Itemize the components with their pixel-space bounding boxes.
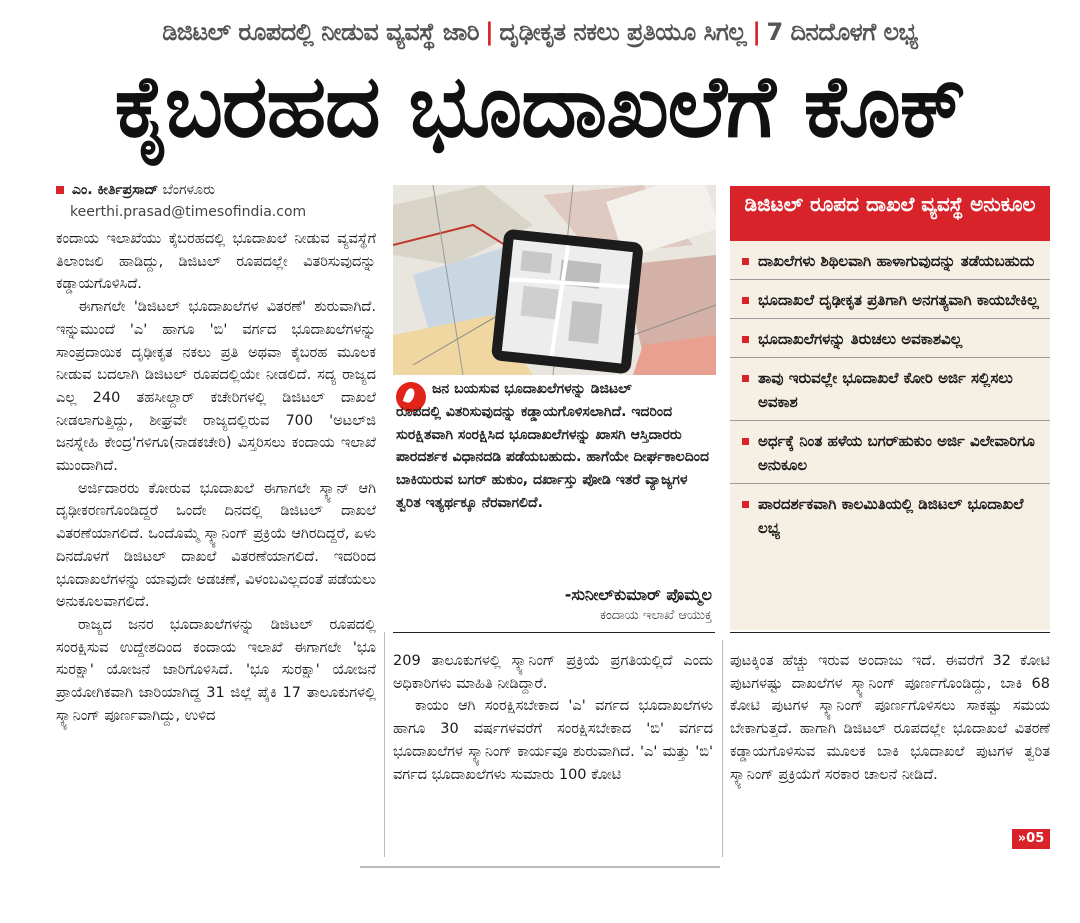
continued-page-badge[interactable]: »05 bbox=[1012, 829, 1050, 849]
sidebar-item bbox=[730, 484, 1050, 546]
kicker-part-3: 7 ದಿನದೊಳಗೆ ಲಭ್ಯ bbox=[766, 18, 918, 46]
quote-author-role: ಕಂದಾಯ ಇಲಾಖೆ ಆಯುಕ್ತ bbox=[600, 608, 712, 623]
sidebar-item bbox=[730, 241, 1050, 280]
quote-body: ರೂಪದಲ್ಲಿ ವಿತರಿಸುವುದನ್ನು ಕಡ್ಡಾಯಗೊಳಿಸಲಾಗಿದೆ. ಇದರಿಂದ ಸುರಕ್ಷಿತವಾಗಿ ಸಂರಕ್ಷಿಸಿದ ಭೂದಾಖಲೆಗಳನ್ನು ಖಾಸಗಿ ಆಸ್ತಿದಾರರು ಪಾರದರ್ಶಕ ವಿಧಾನದಡಿ ಪಡೆಯಬಹುದು. ಹಾಗೆಯೇ ದೀರ್ಘಕಾಲದಿಂದ ಬಾಕಿಯಿರುವ ಬಗರ್ ಹುಕುಂ, ದರ್ಖಾಸ್ತು ಪೋಡಿ ಇತರೆ ವ್ಯಾಜ್ಯಗಳ ತ್ವರಿತ ಇತ್ಯರ್ಥಕ್ಕೂ ನೆರವಾಗಲಿದೆ. bbox=[396, 403, 710, 511]
bullet-icon bbox=[742, 297, 749, 304]
paragraph: ಕಾಯಂ ಆಗಿ ಸಂರಕ್ಷಿಸಬೇಕಾದ 'ಎ' ವರ್ಗದ ಭೂದಾಖಲೆಗಳು ಹಾಗೂ 30 ವರ್ಷಗಳವರೆಗೆ ಸಂರಕ್ಷಿಸಬೇಕಾದ 'ಬಿ' ವರ್ಗದ ಭೂದಾಖಲೆಗಳ ಸ್ಕ್ಯಾನಿಂಗ್ ಕಾರ್ಯವೂ ಶುರುವಾಗಿದೆ. 'ಎ' ಮತ್ತು 'ಬಿ' ವರ್ಗದ ಭೂದಾಖಲೆಗಳು ಸುಮಾರು 100 ಕೋಟಿ bbox=[393, 698, 713, 783]
sidebar-item bbox=[730, 280, 1050, 319]
headline: ಕೈಬರಹದ ಭೂದಾಖಲೆಗೆ ಕೊಕ್ bbox=[114, 57, 966, 157]
sidebar-item bbox=[730, 421, 1050, 484]
bullet-icon bbox=[742, 375, 749, 382]
kicker-part-2: ದೃಢೀಕೃತ ನಕಲು ಪ್ರತಿಯೂ ಸಿಗಲ್ಲ bbox=[499, 18, 747, 46]
paragraph: 209 ತಾಲೂಕುಗಳಲ್ಲಿ ಸ್ಕ್ಯಾನಿಂಗ್ ಪ್ರಕ್ರಿಯೆ ಪ್ರಗತಿಯಲ್ಲಿದೆ ಎಂದು ಅಧಿಕಾರಿಗಳು ಮಾಹಿತಿ ನೀಡಿದ್ದಾರೆ. bbox=[393, 653, 713, 692]
byline-marker bbox=[56, 186, 64, 194]
bullet-icon bbox=[742, 501, 749, 508]
paragraph: ರಾಜ್ಯದ ಜನರ ಭೂದಾಖಲೆಗಳನ್ನು ಡಿಜಿಟಲ್ ರೂಪದಲ್ಲಿ ಸಂರಕ್ಷಿಸುವ ಉದ್ದೇಶದಿಂದ ಕಂದಾಯ ಇಲಾಖೆ ಈಗಾಗಲೇ 'ಭೂ ಸುರಕ್ಷಾ' ಯೋಜನೆ ಜಾರಿಗೊಳಿಸಿದೆ. 'ಭೂ ಸುರಕ್ಷಾ' ಯೋಜನೆ ಪ್ರಾಯೋಗಿಕವಾಗಿ ಜಾರಿಯಾಗಿದ್ದ 31 ಜಿಲ್ಲೆ ಪೈಕಿ 17 ತಾಲೂಕುಗಳಲ್ಲಿ ಸ್ಕ್ಯಾನಿಂಗ್ ಪೂರ್ಣವಾಗಿದ್ದು, ಉಳಿದ bbox=[56, 616, 376, 724]
article-column-2 bbox=[393, 650, 713, 786]
article-photo bbox=[393, 185, 716, 375]
kicker-separator-2: | bbox=[752, 18, 761, 46]
sidebar-item-text: ಪಾರದರ್ಶಕವಾಗಿ ಕಾಲಮಿತಿಯಲ್ಲಿ ಡಿಜಿಟಲ್ ಭೂದಾಖಲೆ ಲಭ್ಯ bbox=[758, 495, 1024, 537]
bullet-icon bbox=[742, 438, 749, 445]
sidebar-item-text: ದಾಖಲೆಗಳು ಶಿಥಿಲವಾಗಿ ಹಾಳಾಗುವುದನ್ನು ತಡೆಯಬಹುದು bbox=[758, 252, 1035, 270]
column-divider-vertical bbox=[384, 632, 385, 857]
paragraph: ಅರ್ಜಿದಾರರು ಕೋರುವ ಭೂದಾಖಲೆ ಈಗಾಗಲೇ ಸ್ಕ್ಯಾನ್ ಆಗಿ ದೃಢೀಕರಣಗೊಂಡಿದ್ದರೆ ಒಂದೇ ದಿನದಲ್ಲಿ ಡಿಜಿಟಲ್ ದಾಖಲೆ ವಿತರಣೆಯಾಗಲಿದೆ. ಒಂದೊಮ್ಮೆ ಸ್ಕ್ಯಾನಿಂಗ್ ಪ್ರಕ್ರಿಯೆ ಆಗಿರದಿದ್ದರೆ, ಏಳು ದಿನದೊಳಗೆ ಡಿಜಿಟಲ್ ದಾಖಲೆ ವಿತರಣೆಯಾಗಲಿದೆ. ಇದರಿಂದ ಭೂದಾಖಲೆಗಳನ್ನು ಯಾವುದೇ ಅಡಚಣೆ, ವಿಳಂಬವಿಲ್ಲದಂತೆ ಪಡೆಯಲು ಅನುಕೂಲವಾಗಲಿದೆ. bbox=[56, 480, 376, 611]
column-divider-horizontal bbox=[393, 632, 715, 633]
sidebar-item bbox=[730, 358, 1050, 421]
sidebar-item-text: ಭೂದಾಖಲೆ ದೃಢೀಕೃತ ಪ್ರತಿಗಾಗಿ ಅನಗತ್ಯವಾಗಿ ಕಾಯಬೇಕಿಲ್ಲ bbox=[758, 291, 1039, 309]
column-divider-vertical bbox=[722, 640, 723, 857]
sidebar-item-text: ಅರ್ಧಕ್ಕೆ ನಿಂತ ಹಳೆಯ ಬಗರ್‌ಹುಕುಂ ಅರ್ಜಿ ವಿಲೇವಾರಿಗೂ ಅನುಕೂಲ bbox=[758, 432, 1035, 474]
byline-email[interactable]: keerthi.prasad@timesofindia.com bbox=[70, 204, 307, 220]
article-column-3 bbox=[730, 650, 1050, 786]
kicker-line bbox=[0, 18, 1080, 46]
sidebar-title: ಡಿಜಿಟಲ್ ರೂಪದ ದಾಖಲೆ ವ್ಯವಸ್ಥೆ ಅನುಕೂಲ bbox=[730, 186, 1050, 241]
benefits-sidebar bbox=[730, 186, 1050, 630]
kicker-part-1: ಡಿಜಿಟಲ್ ರೂಪದಲ್ಲಿ ನೀಡುವ ವ್ಯವಸ್ಥೆ ಜಾರಿ bbox=[162, 18, 480, 46]
byline bbox=[56, 182, 215, 198]
paragraph: ಈಗಾಗಲೇ 'ಡಿಜಿಟಲ್ ಭೂದಾಖಲೆಗಳ ವಿತರಣೆ' ಶುರುವಾಗಿದೆ. ಇನ್ನುಮುಂದೆ 'ಎ' ಹಾಗೂ 'ಬಿ' ವರ್ಗದ ಭೂದಾಖಲೆಗಳನ್ನು ಸಾಂಪ್ರದಾಯಿಕ ದೃಢೀಕೃತ ನಕಲು ಪ್ರತಿ ಅಥವಾ ಕೈಬರಹ ಮೂಲಕ ನೀಡುವ ಬದಲಾಗಿ ಡಿಜಿಟಲ್ ರೂಪದಲ್ಲಿಯೇ ನೀಡಲಿದೆ. ಸದ್ಯ ರಾಜ್ಯದ ಎಲ್ಲ 240 ತಹಸೀಲ್ದಾರ್ ಕಚೇರಿಗಳಲ್ಲಿ ಡಿಜಿಟಲ್ ದಾಖಲೆ ನೀಡಲಾಗುತ್ತಿದ್ದು, ಶೀಘ್ರವೇ ರಾಜ್ಯದಲ್ಲಿರುವ 700 'ಅಟಲ್‌ಜಿ ಜನಸ್ನೇಹಿ ಕೇಂದ್ರ'ಗಳಿಗೂ(ನಾಡಕಚೇರಿ) ವಿಸ್ತರಿಸಲು ಕಂದಾಯ ಇಲಾಖೆ ಮುಂದಾಗಿದೆ. bbox=[56, 299, 376, 475]
byline-author: ಎಂ. ಕೀರ್ತಿಪ್ರಸಾದ್ bbox=[72, 182, 159, 198]
kicker-separator: | bbox=[485, 18, 494, 46]
bullet-icon bbox=[742, 336, 749, 343]
paragraph: ಪುಟಕ್ಕಿಂತ ಹೆಚ್ಚು ಇರುವ ಅಂದಾಜು ಇದೆ. ಈವರೆಗೆ 32 ಕೋಟಿ ಪುಟಗಳಷ್ಟು ದಾಖಲೆಗಳ ಸ್ಕ್ಯಾನಿಂಗ್ ಪೂರ್ಣಗೊಂಡಿದ್ದು, ಬಾಕಿ 68 ಕೋಟಿ ಪುಟಗಳ ಸ್ಕ್ಯಾನಿಂಗ್ ಪೂರ್ಣಗೊಳಿಸಲು ಸಾಕಷ್ಟು ಸಮಯ ಬೇಕಾಗುತ್ತದೆ. ಹಾಗಾಗಿ ಡಿಜಿಟಲ್ ರೂಪದಲ್ಲೇ ಭೂದಾಖಲೆ ವಿತರಣೆ ಕಡ್ಡಾಯಗೊಳಿಸುವ ಮೂಲಕ ಬಾಕಿ ಭೂದಾಖಲೆ ಪುಟಗಳ ತ್ವರಿತ ಸ್ಕ್ಯಾನಿಂಗ್ ಪ್ರಕ್ರಿಯೆಗೆ ಸರಕಾರ ಚಾಲನೆ ನೀಡಿದೆ. bbox=[730, 653, 1050, 783]
paragraph: ಕಂದಾಯ ಇಲಾಖೆಯು ಕೈಬರಹದಲ್ಲಿ ಭೂದಾಖಲೆ ನೀಡುವ ವ್ಯವಸ್ಥೆಗೆ ತಿಲಾಂಜಲಿ ಹಾಡಿದ್ದು, ಡಿಜಿಟಲ್ ರೂಪದಲ್ಲೇ ವಿತರಿಸುವುದನ್ನು ಕಡ್ಡಾಯಗೊಳಿಸಿದೆ. bbox=[56, 231, 376, 293]
tablet-map-illustration bbox=[393, 185, 716, 375]
bullet-icon bbox=[742, 258, 749, 265]
pull-quote bbox=[396, 378, 712, 515]
sidebar-item-text: ಭೂದಾಖಲೆಗಳನ್ನು ತಿರುಚಲು ಅವಕಾಶವಿಲ್ಲ bbox=[758, 330, 963, 348]
quote-line-1: ಜನ ಬಯಸುವ ಭೂದಾಖಲೆಗಳನ್ನು ಡಿಜಿಟಲ್ bbox=[432, 381, 632, 397]
sidebar-item-text: ತಾವು ಇರುವಲ್ಲೇ ಭೂದಾಖಲೆ ಕೋರಿ ಅರ್ಜಿ ಸಲ್ಲಿಸಲು ಅವಕಾಶ bbox=[758, 369, 1013, 411]
article-column-1 bbox=[56, 228, 376, 727]
sidebar-item bbox=[730, 319, 1050, 358]
byline-place: ಬೆಂಗಳೂರು bbox=[162, 182, 215, 198]
footer-rule bbox=[360, 866, 720, 868]
quote-author: -ಸುನೀಲ್‌ಕುಮಾರ್ ಪೊಮ್ಮಲ bbox=[564, 585, 712, 604]
column-divider-horizontal bbox=[730, 632, 1050, 633]
